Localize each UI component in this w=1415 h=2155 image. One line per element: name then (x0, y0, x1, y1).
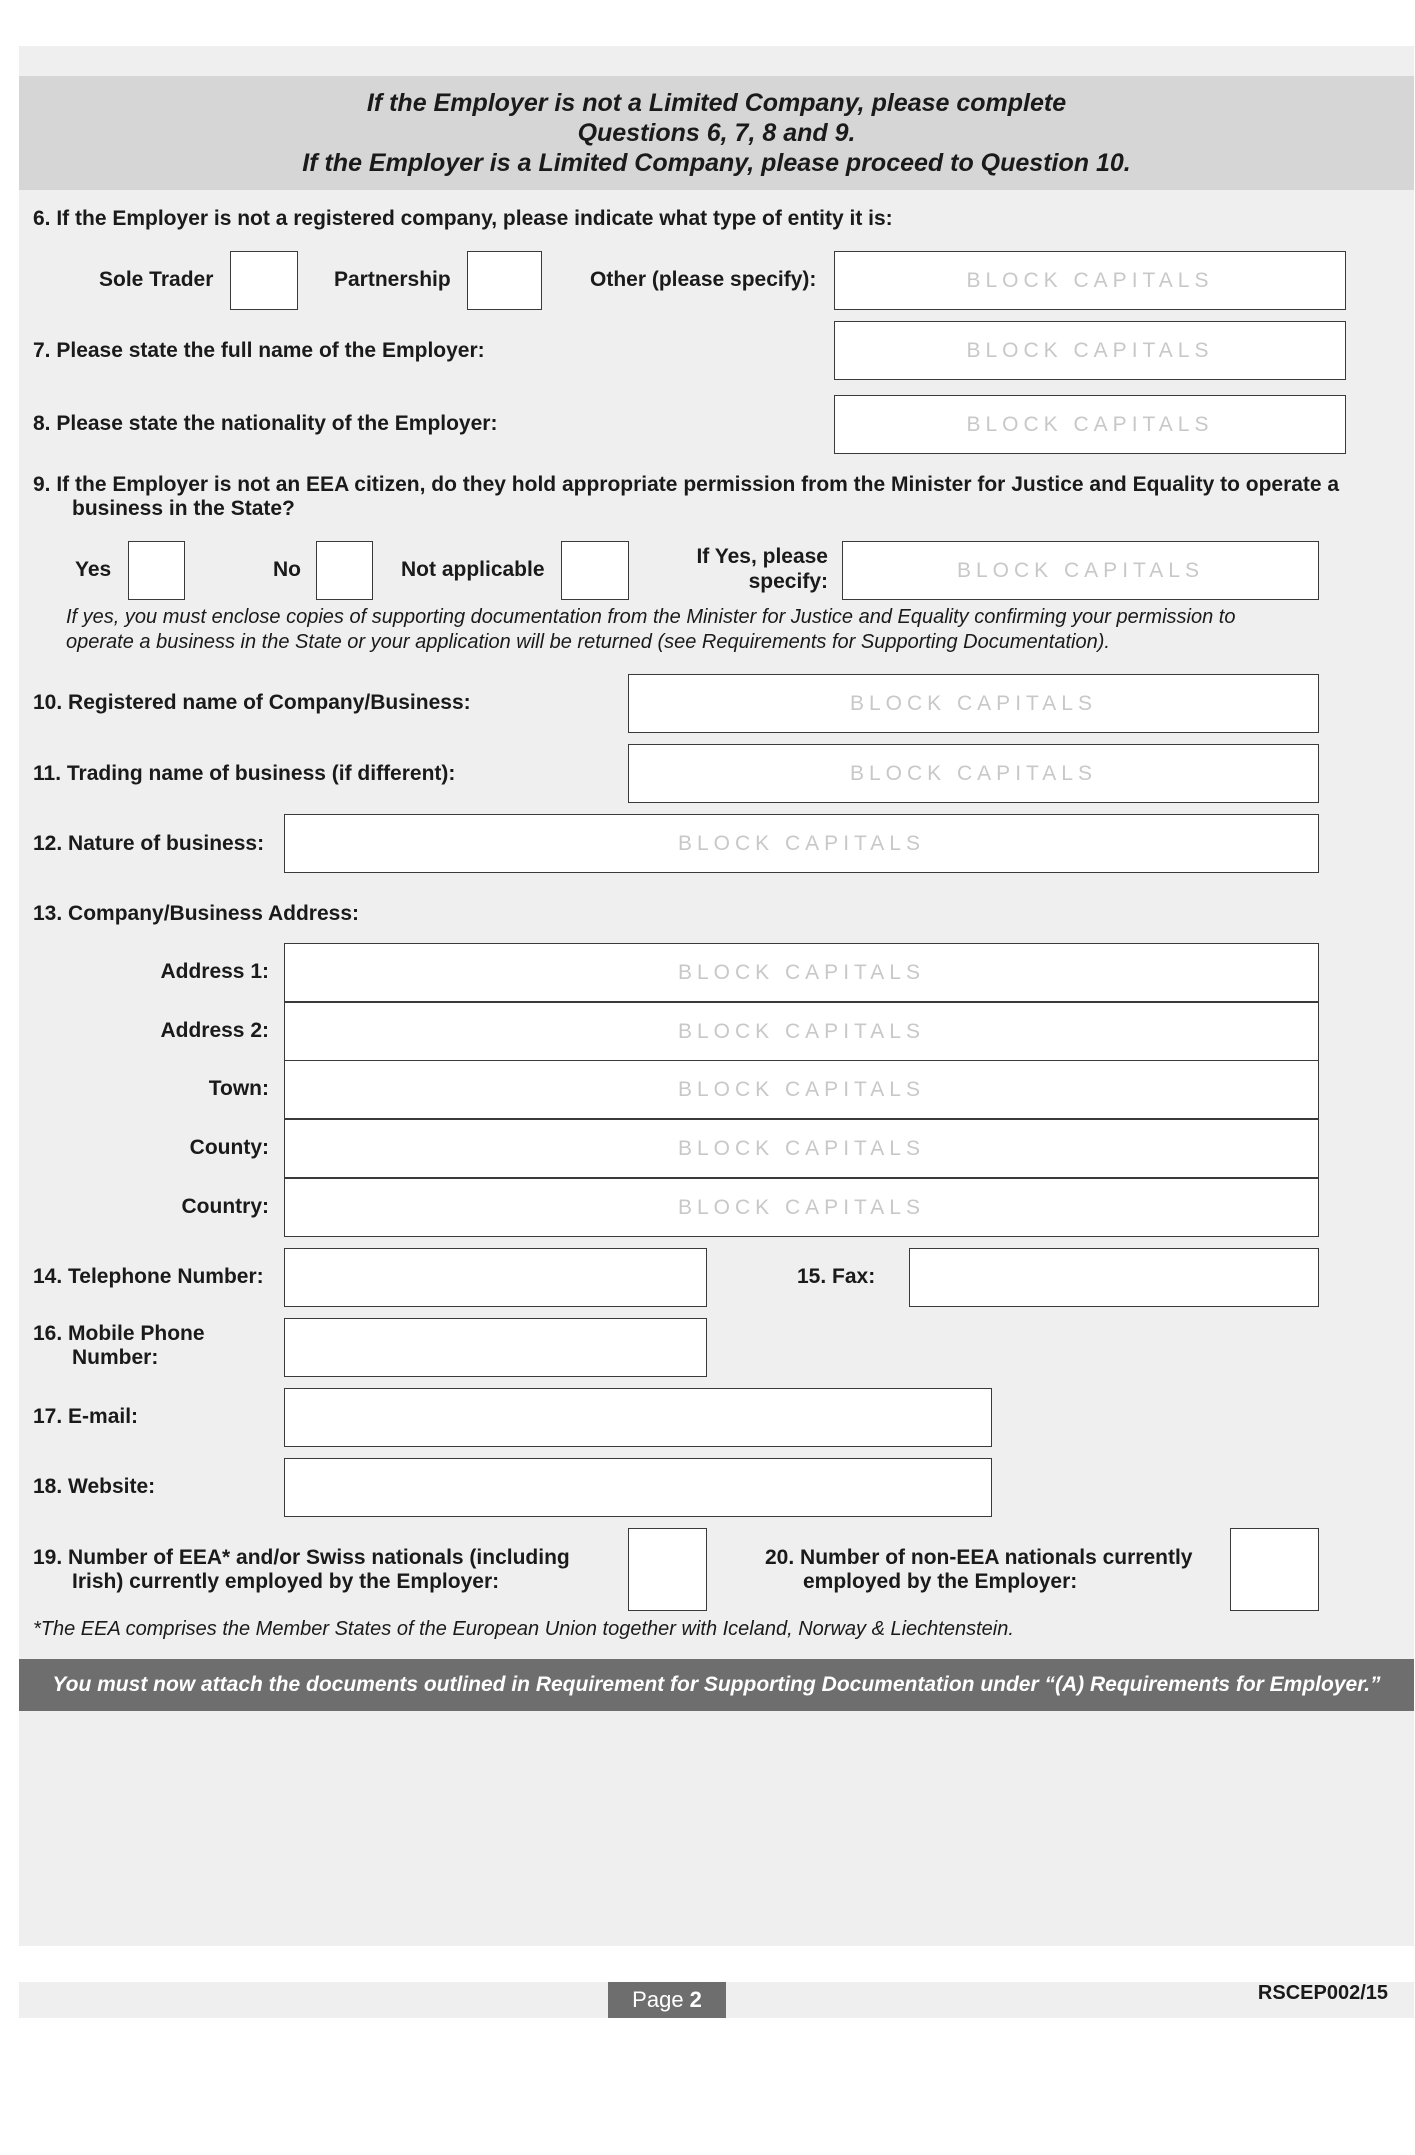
eea-footnote: *The EEA comprises the Member States of the European Union together with Iceland, Norway & Liechtenstein. (33, 1618, 1014, 1640)
nature-of-business-field[interactable]: BLOCK CAPITALS (284, 814, 1319, 873)
not-applicable-checkbox[interactable] (561, 541, 629, 600)
address-1-label: Address 1: (160, 960, 269, 983)
q9-note-line-1: If yes, you must enclose copies of supporting documentation from the Minister for Justice and Equality confirming your permission to (66, 606, 1236, 628)
header-line-1: If the Employer is not a Limited Company, please complete (366, 89, 1067, 117)
registered-name-field[interactable]: BLOCK CAPITALS (628, 674, 1319, 733)
q9-note-line-2: operate a business in the State or your application will be returned (see Requirements for Supporting Documentation). (66, 631, 1110, 653)
employer-nationality-field[interactable]: BLOCK CAPITALS (834, 395, 1346, 454)
partnership-checkbox[interactable] (467, 251, 542, 310)
sole-trader-checkbox[interactable] (230, 251, 298, 310)
instructions-header (19, 76, 1414, 190)
email-field[interactable] (284, 1388, 992, 1447)
other-specify-field[interactable]: BLOCK CAPITALS (834, 251, 1346, 310)
attach-documents-banner: You must now attach the documents outlined in Requirement for Supporting Documentation under “(A) Requirements for Employer.” (19, 1659, 1414, 1711)
website-field[interactable] (284, 1458, 992, 1517)
q17-label: 17. E-mail: (33, 1405, 139, 1428)
q16-label-line-2: Number: (72, 1346, 159, 1369)
page-indicator (608, 1982, 726, 2018)
q6-label: 6. If the Employer is not a registered company, please indicate what type of entity it is: (33, 207, 893, 230)
sole-trader-label: Sole Trader (99, 268, 214, 291)
form-code: RSCEP002/15 (1257, 1982, 1388, 2004)
mobile-phone-field[interactable] (284, 1318, 707, 1377)
address-2-label: Address 2: (160, 1019, 269, 1042)
if-yes-label-line-2: specify: (748, 570, 828, 593)
q9-label-line-1: 9. If the Employer is not an EEA citizen, do they hold appropriate permission from the Minister for Justice and Equality to operate a (33, 473, 1340, 496)
telephone-field[interactable] (284, 1248, 707, 1307)
address-1-field[interactable]: BLOCK CAPITALS (284, 943, 1319, 1002)
partnership-label: Partnership (334, 268, 451, 291)
page-number: 2 (689, 1987, 702, 2012)
county-label: County: (189, 1136, 269, 1159)
town-label: Town: (208, 1077, 269, 1100)
q18-label: 18. Website: (33, 1475, 156, 1498)
q10-label: 10. Registered name of Company/Business: (33, 691, 471, 714)
country-label: Country: (181, 1195, 269, 1218)
q19-label-line-2: Irish) currently employed by the Employer: (72, 1570, 500, 1593)
yes-label: Yes (75, 558, 112, 581)
header-line-2: Questions 6, 7, 8 and 9. (577, 119, 856, 147)
eea-employees-count-field[interactable] (628, 1528, 707, 1611)
q12-label: 12. Nature of business: (33, 832, 265, 855)
no-checkbox[interactable] (316, 541, 373, 600)
no-label: No (273, 558, 301, 581)
q14-label: 14. Telephone Number: (33, 1265, 264, 1288)
q11-label: 11. Trading name of business (if different): (33, 762, 456, 785)
permission-specify-field[interactable]: BLOCK CAPITALS (842, 541, 1319, 600)
county-field[interactable]: BLOCK CAPITALS (284, 1119, 1319, 1178)
yes-checkbox[interactable] (128, 541, 185, 600)
q8-label: 8. Please state the nationality of the Employer: (33, 412, 498, 435)
not-applicable-label: Not applicable (401, 558, 545, 581)
q20-label-line-1: 20. Number of non-EEA nationals currently (765, 1546, 1193, 1569)
other-specify-label: Other (please specify): (590, 268, 817, 291)
address-2-field[interactable]: BLOCK CAPITALS (284, 1002, 1319, 1061)
country-field[interactable]: BLOCK CAPITALS (284, 1178, 1319, 1237)
fax-field[interactable] (909, 1248, 1319, 1307)
q9-label-line-2: business in the State? (72, 497, 295, 520)
non-eea-employees-count-field[interactable] (1230, 1528, 1319, 1611)
header-line-3: If the Employer is a Limited Company, please proceed to Question 10. (302, 149, 1131, 177)
town-field[interactable]: BLOCK CAPITALS (284, 1060, 1319, 1119)
q20-label-line-2: employed by the Employer: (803, 1570, 1078, 1593)
employer-full-name-field[interactable]: BLOCK CAPITALS (834, 321, 1346, 380)
q19-label-line-1: 19. Number of EEA* and/or Swiss nationals (including (33, 1546, 570, 1569)
q16-label-line-1: 16. Mobile Phone (33, 1322, 205, 1345)
page-label: Page (632, 1987, 684, 2012)
q13-label: 13. Company/Business Address: (33, 902, 359, 925)
q7-label: 7. Please state the full name of the Employer: (33, 339, 485, 362)
if-yes-label-line-1: If Yes, please (696, 545, 828, 568)
trading-name-field[interactable]: BLOCK CAPITALS (628, 744, 1319, 803)
q15-label: 15. Fax: (797, 1265, 876, 1288)
